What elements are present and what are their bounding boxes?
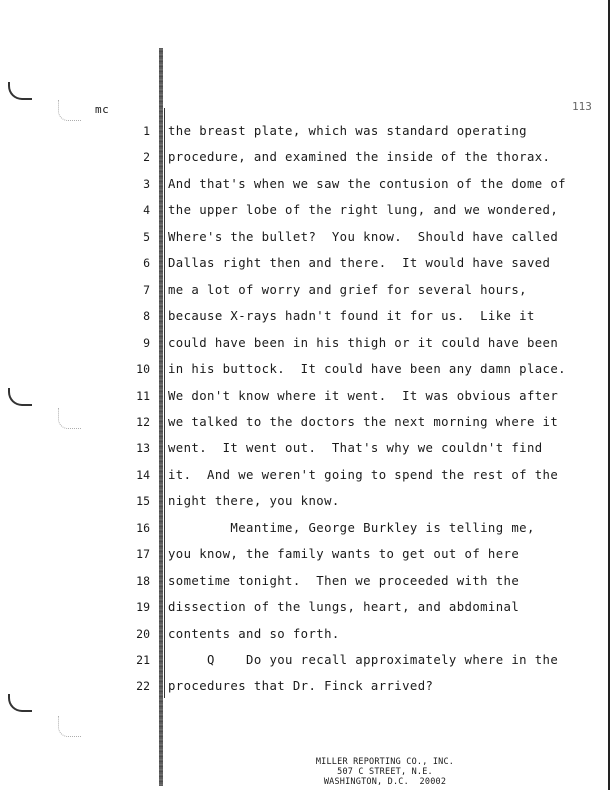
line-text: in his buttock. It could have been any damn place. [168, 362, 566, 377]
transcript-line [0, 647, 612, 673]
punch-hole-mark-top [8, 82, 32, 100]
line-text: could have been in his thigh or it could have been [168, 335, 559, 350]
transcript-line [0, 144, 612, 170]
line-number: 19 [136, 600, 150, 615]
line-text: the upper lobe of the right lung, and we wondered, [168, 203, 559, 218]
line-text: And that's when we saw the contusion of the dome of [168, 176, 566, 191]
footer-city: WASHINGTON, D.C. 20002 [323, 777, 447, 787]
line-number: 3 [143, 176, 150, 191]
transcript-line [0, 118, 612, 144]
line-number: 4 [143, 203, 150, 218]
transcript-line [0, 356, 612, 382]
line-text: it. And we weren't going to spend the rest of the [168, 467, 559, 482]
line-text: we talked to the doctors the next morning where it [168, 414, 559, 429]
footer-company: MILLER REPORTING CO., INC. [315, 757, 455, 767]
line-number: 9 [143, 335, 150, 350]
line-number: 6 [143, 256, 150, 271]
transcript-line [0, 621, 612, 647]
line-text: night there, you know. [168, 494, 340, 509]
transcript-line [0, 488, 612, 514]
line-text: Q Do you recall approximately where in the [168, 653, 559, 667]
transcript-line [0, 303, 612, 329]
transcript-line [0, 435, 612, 461]
line-number: 22 [136, 679, 150, 694]
transcript-line [0, 277, 612, 303]
transcript-line [0, 197, 612, 223]
line-text: procedures that Dr. Finck arrived? [168, 679, 434, 694]
line-number: 14 [136, 467, 150, 482]
transcript-line [0, 462, 612, 488]
line-number: 20 [136, 626, 150, 641]
transcript-line [0, 330, 612, 356]
line-number: 18 [136, 573, 150, 588]
line-number: 11 [136, 388, 150, 403]
line-text: dissection of the lungs, heart, and abdominal [168, 600, 520, 615]
page-number: 113 [572, 100, 592, 113]
line-text: because X-rays hadn't found it for us. Like it [168, 309, 535, 324]
transcript-line [0, 594, 612, 620]
line-text: the breast plate, which was standard operating [168, 124, 527, 138]
transcript-line [0, 568, 612, 594]
transcript-line [0, 515, 612, 541]
line-number: 12 [136, 414, 150, 429]
line-number: 17 [136, 547, 150, 562]
line-text: Dallas right then and there. It would have saved [168, 256, 551, 271]
line-text: We don't know where it went. It was obvious after [168, 388, 559, 403]
reporter-initials: mc [95, 103, 110, 116]
transcript-line [0, 383, 612, 409]
transcript-line [0, 673, 612, 699]
line-number: 15 [136, 494, 150, 509]
transcript-line [0, 250, 612, 276]
line-number: 10 [136, 362, 150, 377]
line-number: 2 [143, 150, 150, 165]
line-text: went. It went out. That's why we couldn't find [168, 441, 543, 456]
transcript-line [0, 541, 612, 567]
line-text: Where's the bullet? You know. Should have called [168, 229, 559, 244]
footer-street: 507 C STREET, N.E. [337, 767, 433, 777]
line-text: me a lot of worry and grief for several hours, [168, 282, 527, 297]
line-number: 21 [136, 653, 150, 667]
transcript-line [0, 171, 612, 197]
line-number: 8 [143, 309, 150, 324]
scan-smudge-bottom [58, 716, 81, 737]
line-number: 7 [143, 282, 150, 297]
line-text: procedure, and examined the inside of the thorax. [168, 150, 551, 165]
line-text: Meantime, George Burkley is telling me, [168, 520, 535, 535]
transcript-line [0, 224, 612, 250]
line-number: 1 [143, 124, 150, 138]
reporter-footer [270, 757, 500, 787]
line-number: 13 [136, 441, 150, 456]
line-text: you know, the family wants to get out of here [168, 547, 520, 562]
line-text: contents and so forth. [168, 626, 340, 641]
line-number: 5 [143, 229, 150, 244]
line-text: sometime tonight. Then we proceeded with the [168, 573, 520, 588]
transcript-line [0, 409, 612, 435]
line-number: 16 [136, 520, 150, 535]
